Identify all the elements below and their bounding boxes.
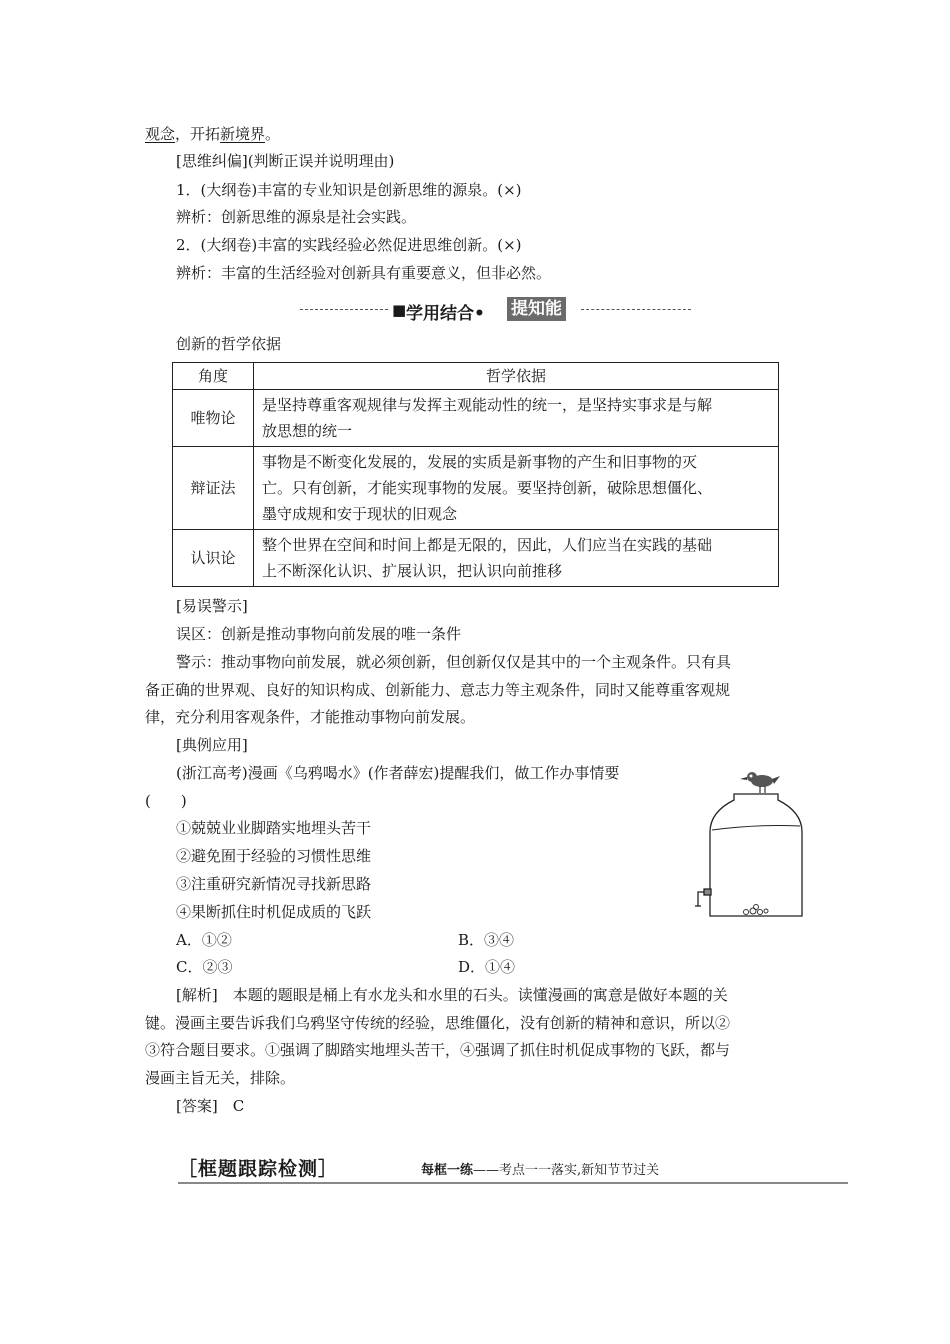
intro-line: 观念，开拓新境界。 [145, 125, 281, 143]
warning-mistake: 误区：创新是推动事物向前发展的唯一条件 [176, 625, 462, 643]
row-angle: 辩证法 [173, 447, 254, 530]
table-row [173, 530, 779, 587]
tap-icon [695, 889, 711, 906]
banner-box: 提知能 [507, 297, 566, 321]
warning-header: [易误警示] [176, 597, 248, 615]
table-header-row [173, 363, 779, 390]
table-title: 创新的哲学依据 [176, 335, 282, 353]
stones-icon [744, 905, 769, 915]
section-banner [300, 296, 600, 324]
analysis-line-1: [解析] 本题的题眼是桶上有水龙头和水里的石头。读懂漫画的寓意是做好本题的关 [176, 986, 728, 1004]
thinking-header: [思维纠偏](判断正误并说明理由) [176, 152, 395, 170]
banner-dash-right [581, 309, 691, 310]
row-angle: 认识论 [173, 530, 254, 587]
analysis-line-4: 漫画主旨无关，排除。 [145, 1069, 296, 1087]
section-header-tracking [178, 1152, 848, 1184]
tracking-subtitle: 每框一练——考点一一落实,新知节节过关 [421, 1163, 660, 1178]
example-answer-paren: ( ) [145, 792, 187, 810]
tracking-title: ［框题跟踪检测］ [178, 1158, 339, 1180]
warning-line-3: 律，充分利用客观条件，才能推动事物向前发展。 [145, 708, 476, 726]
example-item-1: ①兢兢业业脚踏实地埋头苦干 [176, 819, 372, 837]
thinking-q2: 2．(大纲卷)丰富的实践经验必然促进思维创新。(×) [176, 236, 522, 254]
answer-line: [答案] C [176, 1097, 245, 1115]
banner-dash-left [300, 309, 388, 310]
example-question: (浙江高考)漫画《乌鸦喝水》(作者薛宏)提醒我们，做工作办事情要 [176, 764, 620, 782]
option-d: D．①④ [458, 958, 516, 976]
header-basis: 哲学依据 [254, 363, 779, 390]
crow-bottle-cartoon-icon [690, 766, 840, 922]
table-row [173, 447, 779, 530]
intro-word-realm: 新境界 [220, 125, 266, 143]
example-header: [典例应用] [176, 736, 248, 754]
row-basis: 是坚持尊重客观规律与发挥主观能动性的统一，是坚持实事求是与解 放思想的统一 [254, 390, 779, 447]
analysis-line-2: 键。漫画主要告诉我们乌鸦坚守传统的经验，思维僵化，没有创新的精神和意识，所以② [145, 1014, 731, 1032]
intro-word-concept: 观念 [145, 125, 176, 143]
table-row [173, 390, 779, 447]
thinking-a2: 辨析：丰富的生活经验对创新具有重要意义，但非必然。 [176, 264, 552, 282]
row-basis: 事物是不断变化发展的，发展的实质是新事物的产生和旧事物的灭 亡。只有创新，才能实现事物的发展。要坚持创新，破除思想僵化、 墨守成规和安于现状的旧观念 [254, 447, 779, 530]
option-b: B．③④ [458, 931, 515, 949]
row-basis: 整个世界在空间和时间上都是无限的，因此，人们应当在实践的基础 上不断深化认识、扩展认识，把认识向前推移 [254, 530, 779, 587]
example-item-3: ③注重研究新情况寻找新思路 [176, 875, 372, 893]
header-angle: 角度 [173, 363, 254, 390]
analysis-line-3: ③符合题目要求。①强调了脚踏实地埋头苦干，④强调了抓住时机促成事物的飞跃，都与 [145, 1041, 731, 1059]
option-a: A．①② [176, 931, 232, 949]
warning-line-2: 备正确的世界观、良好的知识构成、创新能力、意志力等主观条件，同时又能尊重客观规 [145, 681, 731, 699]
example-item-4: ④果断抓住时机促成质的飞跃 [176, 903, 372, 921]
thinking-a1: 辨析：创新思维的源泉是社会实践。 [176, 208, 417, 226]
crow-icon [740, 772, 780, 793]
banner-square-icon: ■ [392, 301, 407, 319]
banner-text: 学用结合• [406, 304, 485, 324]
row-angle: 唯物论 [173, 390, 254, 447]
thinking-q1: 1．(大纲卷)丰富的专业知识是创新思维的源泉。(×) [176, 181, 522, 199]
warning-line-1: 警示：推动事物向前发展，就必须创新，但创新仅仅是其中的一个主观条件。只有具 [176, 653, 732, 671]
option-c: C．②③ [176, 958, 233, 976]
bottle-icon [710, 794, 802, 916]
example-item-2: ②避免囿于经验的习惯性思维 [176, 847, 372, 865]
philosophy-table [172, 362, 779, 587]
